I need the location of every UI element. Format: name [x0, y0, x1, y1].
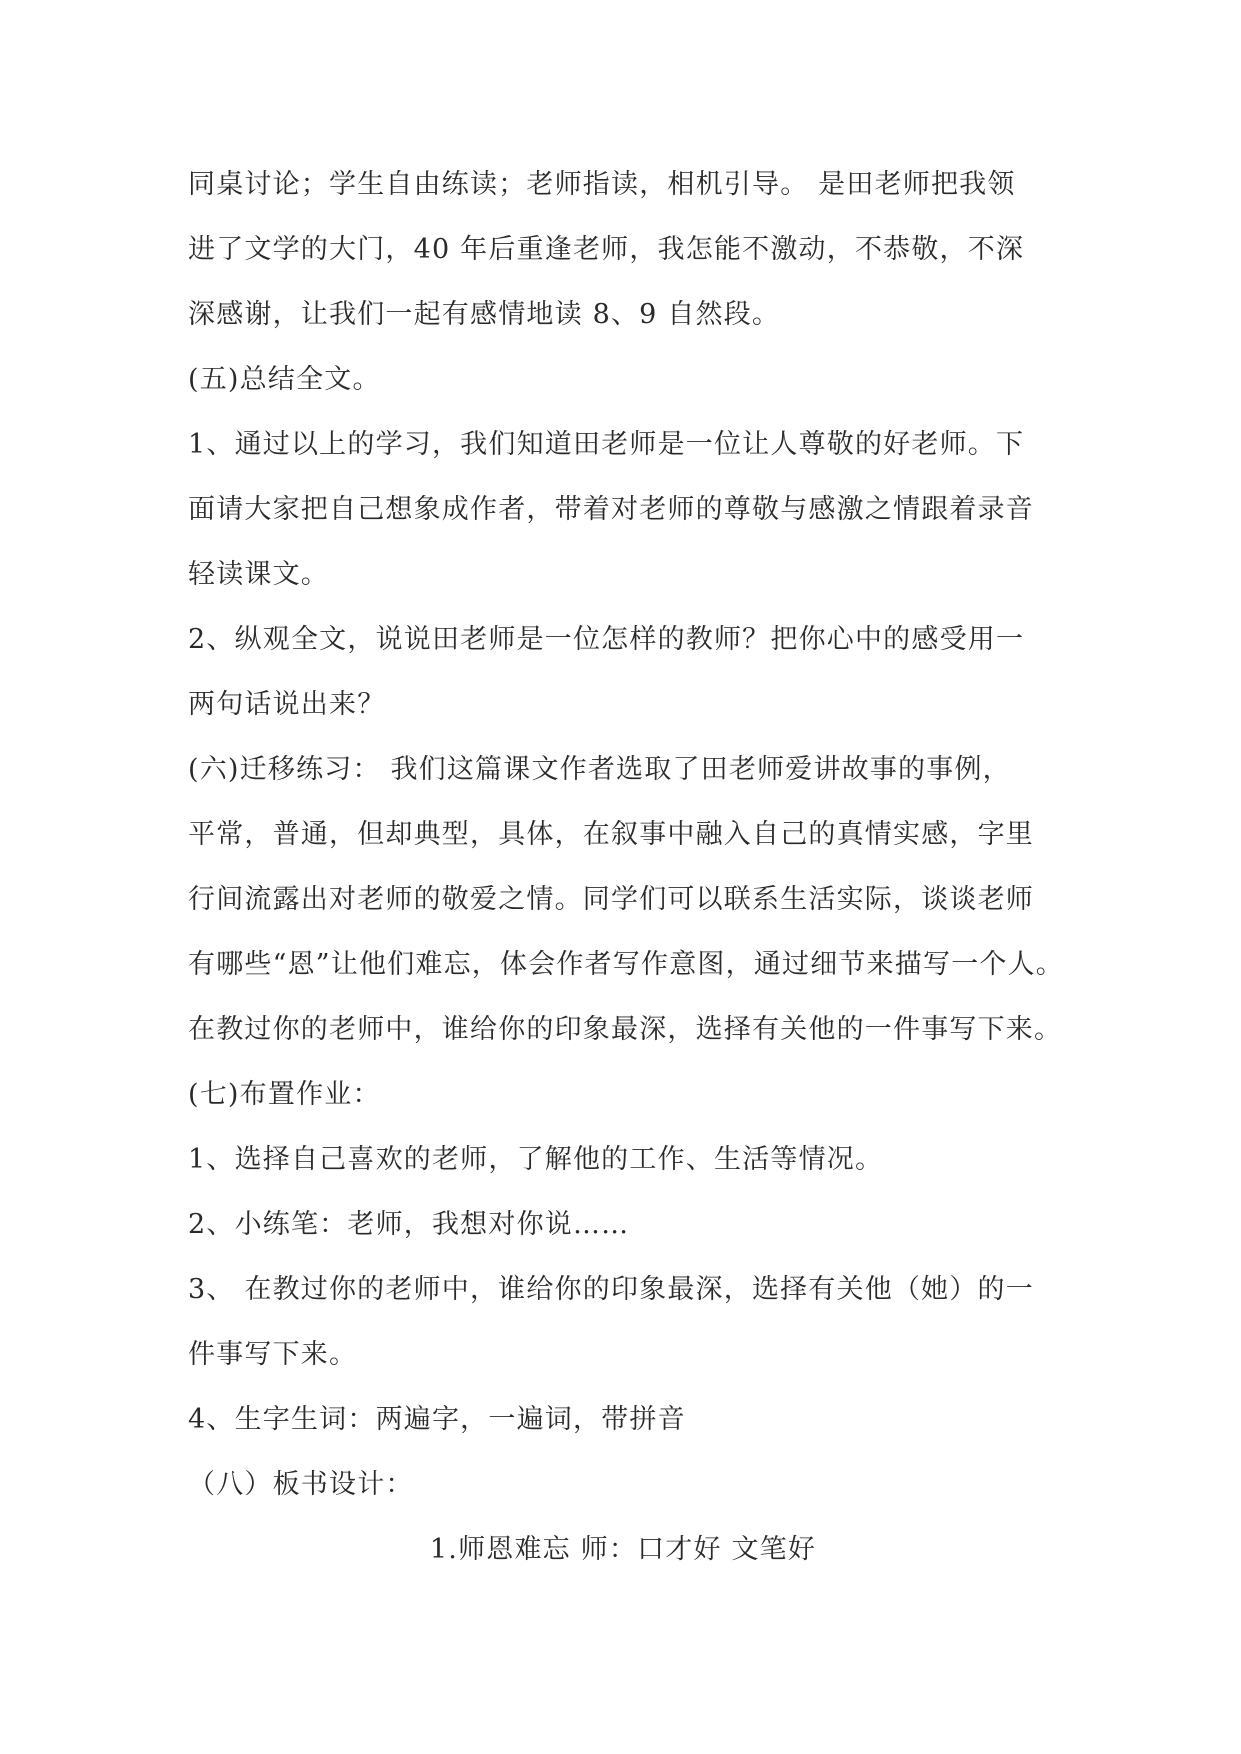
list-item: 1、选择自己喜欢的老师，了解他的工作、生活等情况。 — [188, 1144, 884, 1175]
paragraph-line: 行间流露出对老师的敬爱之情。同学们可以联系生活实际，谈谈老师 — [188, 884, 1034, 915]
paragraph-line: 轻读课文。 — [188, 559, 329, 590]
paragraph-line: 在教过你的老师中，谁给你的印象最深，选择有关他的一件事写下来。 — [188, 1014, 1063, 1045]
document-page — [188, 152, 1065, 1582]
paragraph-line: 2、纵观全文，说说田老师是一位怎样的教师？把你心中的感受用一 — [188, 624, 1025, 655]
paragraph-line: 平常，普通，但却典型，具体，在叙事中融入自己的真情实感，字里 — [188, 819, 1034, 850]
section-heading: （八）板书设计： — [188, 1469, 414, 1500]
list-item: 2、小练笔：老师，我想对你说…… — [188, 1209, 630, 1240]
section-heading: (五)总结全文。 — [188, 364, 381, 395]
paragraph-line: 两句话说出来？ — [188, 689, 386, 720]
paragraph-line: 1、通过以上的学习，我们知道田老师是一位让人尊敬的好老师。下 — [188, 429, 1025, 460]
list-item-continuation: 件事写下来。 — [188, 1339, 358, 1370]
paragraph-line: 有哪些“恩”让他们难忘，体会作者写作意图，通过细节来描写一个人。 — [188, 949, 1065, 980]
paragraph-line: 进了文学的大门，40 年后重逢老师，我怎能不激动，不恭敬，不深 — [188, 234, 1025, 265]
section-heading: (六)迁移练习： 我们这篇课文作者选取了田老师爱讲故事的事例， — [188, 754, 1011, 785]
list-item: 4、生字生词：两遍字，一遍词，带拼音 — [188, 1404, 686, 1435]
list-item: 3、 在教过你的老师中，谁给你的印象最深，选择有关他（她）的一 — [188, 1274, 1034, 1305]
board-design-line: 1.师恩难忘 师：口才好 文笔好 — [429, 1534, 817, 1565]
section-heading: (七)布置作业： — [188, 1079, 381, 1110]
paragraph-line: 面请大家把自己想象成作者，带着对老师的尊敬与感激之情跟着录音 — [188, 494, 1034, 525]
paragraph-line: 深感谢，让我们一起有感情地读 8、9 自然段。 — [188, 299, 781, 330]
paragraph-line: 同桌讨论；学生自由练读；老师指读，相机引导。 是田老师把我领 — [188, 169, 1016, 200]
